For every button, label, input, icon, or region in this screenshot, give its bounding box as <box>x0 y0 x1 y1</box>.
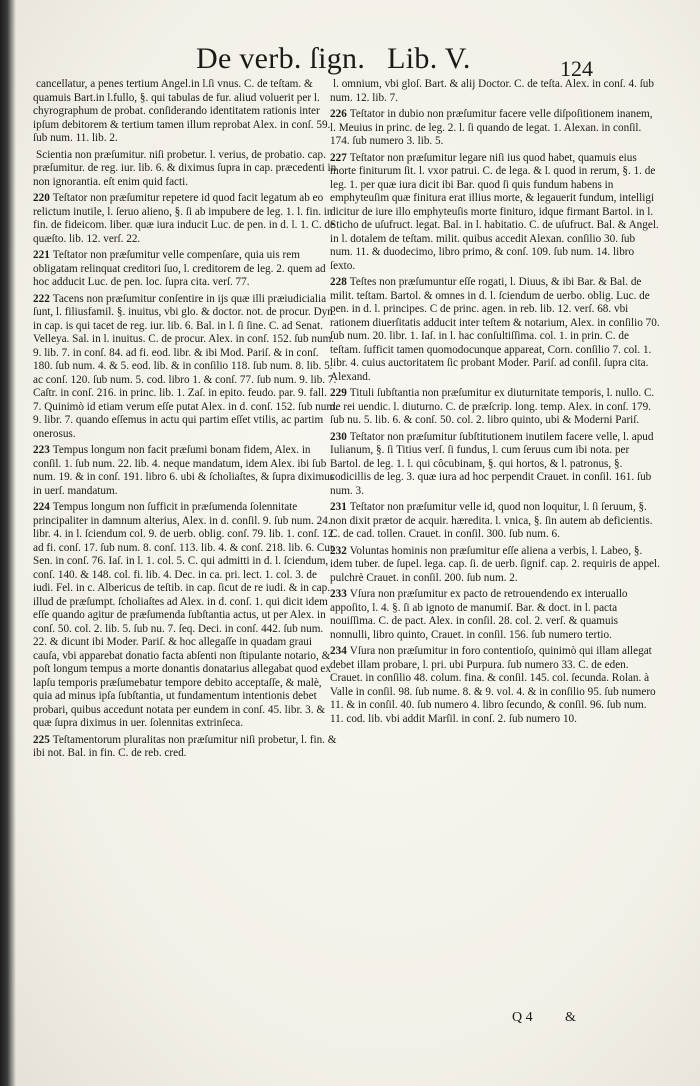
entry-text: Tempus longum non facit præſumi bonam fidem, Alex. in conſil. 1. ſub num. 22. lib. 4. neque mandatum, idem Alex. ibi ſub num. 19. & in conſ. 191. libro 6. ubi & ſcholiaſtes, & ſupra diximus in uerſ. mandatum. <box>33 444 335 497</box>
text-entry <box>330 108 660 149</box>
entry-number: 231 <box>330 501 347 513</box>
running-head-title: De verb. ſign. <box>196 42 366 75</box>
entry-text: l. omnium, vbi gloſ. Bart. & alij Doctor. C. de teſta. Alex. in conſ. 4. ſub num. 12. lib. 7. <box>330 78 654 104</box>
entry-number: 222 <box>33 292 50 305</box>
text-entry <box>330 387 660 428</box>
text-entry <box>33 734 338 761</box>
entry-text: Tempus longum non ſufficit in præſumenda ſolennitate principaliter in damnum alterius, Alex. in d. conſil. 9. ſub num. 24. libr. 4. in l. ſciendum col. 9. de uerb. oblig. conſ. 79. lib. 1. conſ. 12. ad fi. conſ. 17. ſub num. 8. conſ. 113. lib. 4. & conſ. 218. lib. 6. Cur. Sen. in conſ. 76. Iaſ. in l. 1. col. 5. C. qui admitti in d. l. ſciendum, conſ. 140. & 148. col. fi. lib. 4. Dec. in ca. pri. lect. 1. col. 3. de iudi. Fel. in c. Albericus de teſtib. in cap. ſicut de re iudi. & in cap. illud de præſumpt. ſcholiaſtes ad Alex. in d. conſ. 1. qui dicit idem eſſe quando agitur de præſumenda ſubſtantia actus, ut per Alex. in conſ. 50. col. 2. lib. 5. ſub nu. 7. ſeq. Deci. in conſ. 442. ſub num. 22. & dicunt ibi Moder. Pariſ. & hoc allegaſſe in quadam graui cauſa, vbi apparebat donatio facta abſenti non ſtipulante notario, & poſt longum tempus a morte donantis donatarius allegabat quod ex lapſu temporis præſumebatur tempore debito acceptaſſe, & malè, quia ad minus ipſa ſubſtantia, ut fundamentum intentionis debet probari, quibus accedunt notata per eundem in conſ. 45. libr. 3. & quæ ſupra diximus in uer. ſolennitas extrinſeca. <box>33 501 337 729</box>
entry-number: 232 <box>330 544 347 557</box>
text-entry <box>330 78 660 105</box>
entry-text: Teſtator non præſumitur velle compenſare, quia uis rem obligatam relinquat creditori ſuo, l. creditorem de leg. 2. quem ad hoc adducit Luc. de pen. loc. ſupra cita. verſ. 77. <box>33 249 326 288</box>
entry-number: 221 <box>33 249 50 261</box>
left-text-column <box>33 78 338 978</box>
entry-text: Teſtator non præſumitur velle id, quod non loquitur, l. ſi ſeruum, §. non dixit prætor de acquir. hæredita. l. vnica, §. ſin autem ab deficientis. C. de cad. tollen. Crauet. in conſil. 300. ſub num. 6. <box>330 501 653 540</box>
text-entry <box>330 152 660 274</box>
text-entry <box>330 431 660 499</box>
right-text-column <box>330 78 660 978</box>
entry-text: cancellatur, a penes tertium Angel.in l.ſi vnus. C. de teſtam. & quamuis Bart.in l.fullo, §. qui tabulas de fur. aliud voluerit per l. chyrographum de probat. conſiderando identitatem rationis inter ipſum debitorem & tertium tamen illum reprobat Alex. in conſ. 59. ſub num. 11. lib. 2. <box>33 78 331 144</box>
entry-text: Vſura non præſumitur ex pacto de retrouendendo ex interuallo appoſito, l. 4. §. ſi ab ignoto de manumiſ. Bar. & doct. in l. pacta nouiſſima. C. de pact. Alex. in conſil. 28. col. 2. verſ. & quamuis nonnulli, libro quinto, Crauet. in conſil. 156. ſub numero tertio. <box>330 588 628 641</box>
running-head <box>196 42 471 76</box>
entry-number: 228 <box>330 276 347 288</box>
entry-text: Teſtator in dubio non præſumitur facere velle diſpoſitionem inanem, l. Meuius in princ. de leg. 2. l. ſi quando de legat. 1. Alexan. in conſil. 174. ſub numero 3. lib. 5. <box>330 108 653 147</box>
entry-number: 229 <box>330 387 347 399</box>
text-entry <box>330 276 660 384</box>
entry-number: 234 <box>330 645 347 657</box>
text-entry <box>33 249 338 290</box>
page-number: 124 <box>560 56 593 81</box>
signature-mark: Q 4 <box>512 1010 533 1025</box>
entry-text: Voluntas hominis non præſumitur eſſe aliena a verbis, l. Labeo, §. idem tuber. de ſupel. lega. cap. ſi. de uerb. ſignif. cap. 2. requiris de appel. pulchrè Crauet. in conſil. 200. ſub num. 2. <box>330 544 660 584</box>
entry-number: 233 <box>330 588 347 600</box>
catchword: & <box>565 1010 576 1025</box>
entry-number: 220 <box>33 192 50 204</box>
text-entry <box>33 149 338 190</box>
entry-text: Scientia non præſumitur. niſi probetur. l. verius, de probatio. cap. præſumitur. de reg. iur. lib. 6. & diximus ſupra in cap. præcedenti in non ignorantia. eſt enim quid facti. <box>33 148 337 188</box>
text-entry <box>330 501 660 542</box>
entry-text: Teſtator non præſumitur repetere id quod facit legatum ab eo relictum inutile, l. ſeruo alieno, §. ſi ab impubere de leg. 1. l. fin. in fin. de fideicom. liber. quæ iura inducit Luc. de pen. in d. l. 1. C. de quæſto. lib. 12. verſ. 22. <box>33 192 335 245</box>
text-entry <box>33 78 338 146</box>
running-head-book: Lib. V. <box>387 42 471 75</box>
entry-text: Teſtes non præſumuntur eſſe rogati, l. Diuus, & ibi Bar. & Bal. de milit. teſtam. Bartol. & omnes in d. l. ſciendum de uerbo. oblig. Luc. de pen. in d. l. principes. C de princ. agen. in reb. lib. 12. verſ. 68. vbi rationem diuerſitatis adducit inter teſtem & notarium, Alex. in conſilio 70. ſub num. 20. libr. 1. Iaſ. in l. hac conſultiſſima. col. 1. in prin. C. de teſtam. ſufficit tamen quomodocunque appareat, Corn. conſilio 7. col. 1. libr. 4. cuius auctoritatem ſic probant Moder. Pariſ. ad conſil. ſupra cita. Alexand. <box>330 276 660 383</box>
entry-text: Vſura non præſumitur in foro contentioſo, quinimò qui illam allegat debet illam probare, l. pri. ubi Purpura. ſub numero 33. C. de eden. Crauet. in conſilio 48. colum. fina. & conſil. 145. col. ſecunda. Rolan. à Valle in conſil. 98. ſub nume. 8. & 9. vol. 4. & in conſilio 95. ſub numero 11. & in conſil. 40. ſub numero 4. libro ſecundo, & conſil. 96. ſub num. 11. cod. lib. vbi addit Marſil. in conſ. 2. ſub numero 10. <box>330 645 656 725</box>
entry-text: Teſtamentorum pluralitas non præſumitur niſi probetur, l. fin. & ibi not. Bal. in fin. C. de reb. cred. <box>33 733 337 759</box>
entry-text: Tacens non præſumitur conſentire in ijs quæ illi præiudicialia ſunt, l. filiusfamil. §. inuitus, vbi glo. & doctor. not. de procur. Dyn. in cap. is qui tacet de reg. iur. lib. 6. Bal. in l. ſi ſine. C. ad Senat. Velleya. Sal. in l. inuitus. C. de procur. Alex. in conſ. 152. ſub num. 9. lib. 7. in conſ. 84. ad fi. eod. libr. & ibi Mod. Pariſ. & in conſ. 180. ſub num. 4. & 5. eod. lib. & in conſilio 118. ſub num. 8. lib. 5. ac conſ. 120. ſub num. 5. cod. libro 1. & conſ. 77. ſub num. 9. lib. 7. Caſtr. in conſ. 216. in princ. lib. 1. Zaſ. in epito. feudo. par. 9. fall. 7. Quinimò id etiam verum eſſe putat Alex. in d. conſ. 152. ſub num. 9. libr. 7. quando eſſemus in actu qui partim eſſet vtilis, ac partim onerosus. <box>33 292 338 440</box>
entry-text: Teſtator non præſumitur legare niſi ius quod habet, quamuis eius morte finiturum ſit. l. vxor patrui. C. de lega. & l. quod in rerum, §. 1. de leg. 1. per quæ iura dicit ibi Bar. quod ſi quis fundum habens in emphyteuſim quæ finitura erat illius morte, & legauerit fundum, intelligi dicitur de iure illo emphyteuſis morte finituro, idque firmant Bartol. in l. Sticho de uſufruct. legat. Bal. in l. habitatio. C. de uſufruct. Bal. & Angel. in l. dotalem de teſtam. milit. quibus accedit Alexan. conſilio 30. ſub num. 11. & duodecimo, libro primo, & conſ. 109. ſub num. 14. libro ſexto. <box>330 151 659 272</box>
entry-number: 224 <box>33 501 50 513</box>
text-entry <box>33 293 338 442</box>
entry-number: 227 <box>330 151 347 164</box>
text-entry <box>330 645 660 726</box>
text-entry <box>330 545 660 586</box>
entry-number: 225 <box>33 733 50 746</box>
text-entry <box>330 588 660 642</box>
text-entry <box>33 501 338 731</box>
entry-text: Teſtator non præſumitur ſubſtitutionem inutilem facere velle, l. apud Iulianum, §. ſi Titius verſ. ſi fundus, l. cum ſeruus cum ibi nota. per Bartol. de leg. 1. l. qui côcubinam, §. qui hortos, & l. patronus, §. codicillis de leg. 3. quæ iura ad hoc perpendit Crauet. in conſil. 161. ſub num. 3. <box>330 430 654 497</box>
entry-number: 223 <box>33 444 50 456</box>
text-entry <box>33 444 338 498</box>
text-entry <box>33 192 338 246</box>
entry-text: Tituli ſubſtantia non præſumitur ex diuturnitate temporis, l. nullo. C. de rei uendic. l. diuturno. C. de præſcrip. long. temp. Alex. in conſ. 179. ſub nu. 5. lib. 6. & conſ. 50. col. 2. libro quinto, ubi & Moderni Pariſ. <box>330 387 655 426</box>
entry-number: 226 <box>330 108 347 120</box>
entry-number: 230 <box>330 430 347 443</box>
